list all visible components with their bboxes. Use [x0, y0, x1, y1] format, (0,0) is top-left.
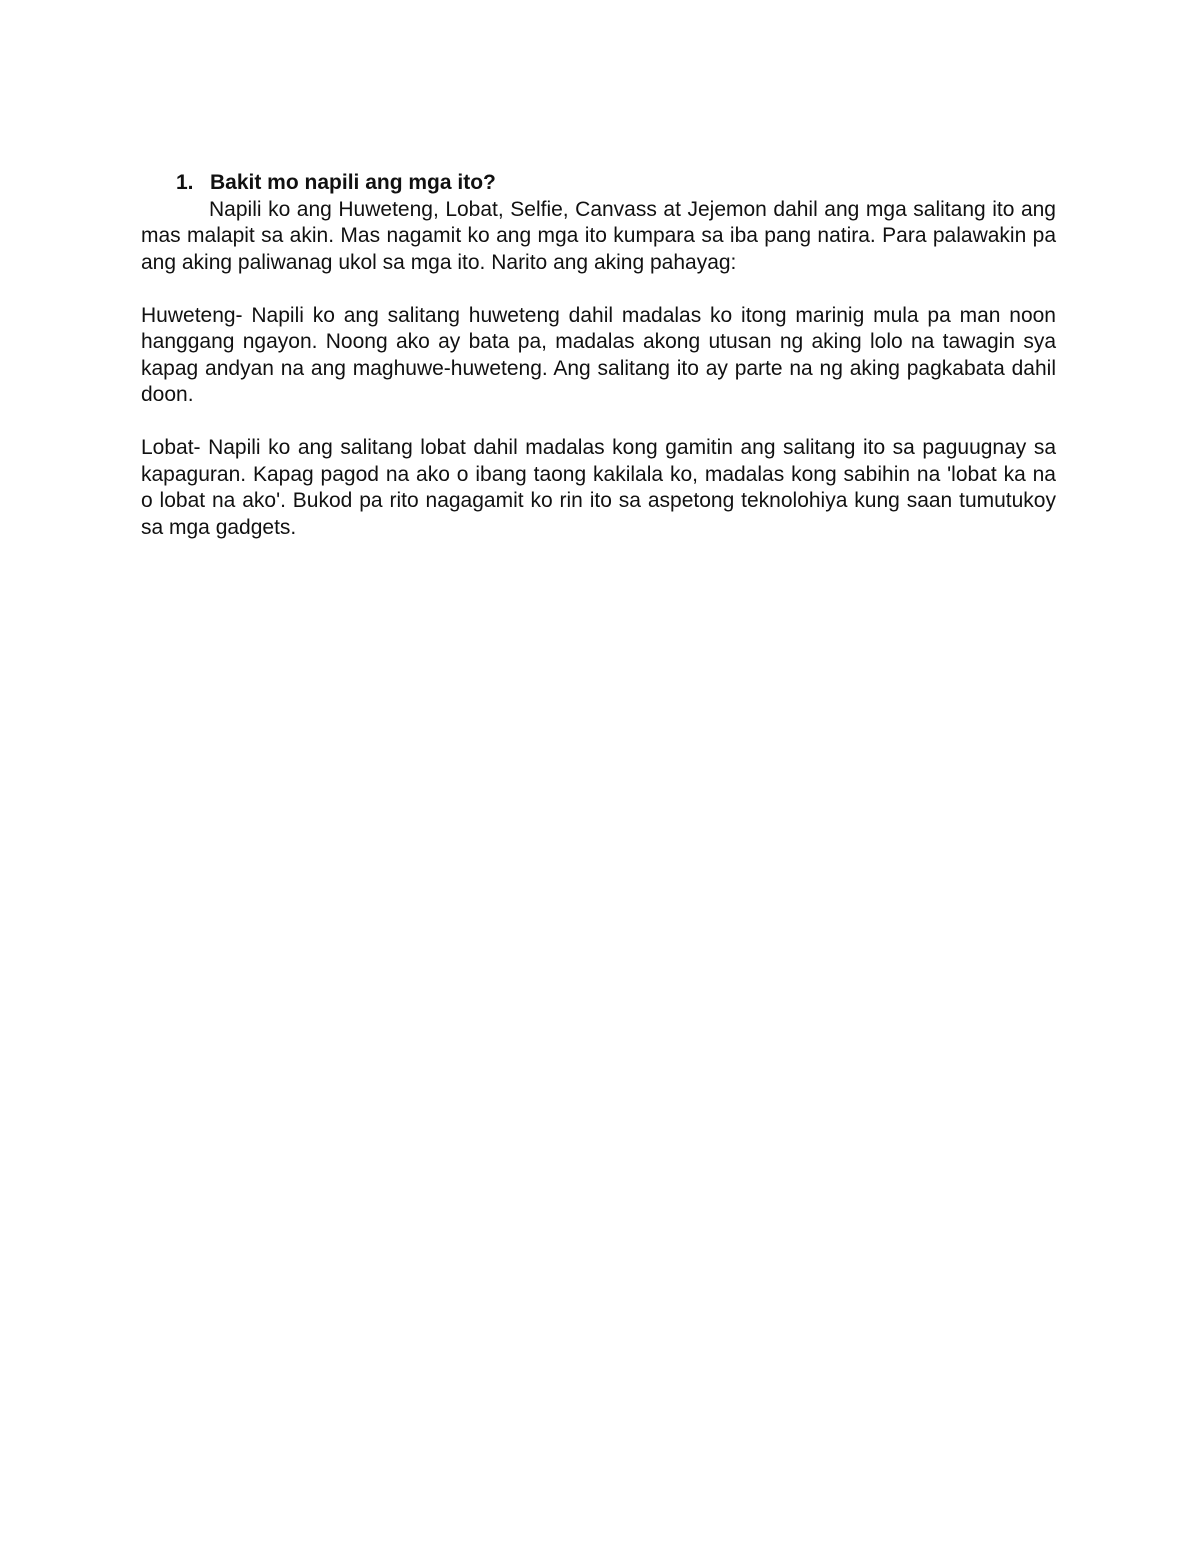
question-number: 1.	[176, 171, 194, 194]
lobat-paragraph: Lobat- Napili ko ang salitang lobat dahil madalas kong gamitin ang salitang ito sa paguugnay sa kapaguran. Kapag pagod na ako o ibang taong kakilala ko, madalas kong sabihin na 'lobat ka na o lobat na ako'. Bukod pa rito nagagamit ko rin ito sa aspetong teknolohiya kung saan tumutukoy sa mga gadgets.	[141, 436, 1056, 539]
question-heading	[141, 170, 1056, 197]
intro-paragraph: Napili ko ang Huweteng, Lobat, Selfie, Canvass at Jejemon dahil ang mga salitang ito ang mas malapit sa akin. Mas nagamit ko ang mga ito kumpara sa iba pang natira. Para palawakin pa ang aking paliwanag ukol sa mga ito. Narito ang aking pahayag:	[141, 197, 1056, 274]
document-body	[141, 170, 1056, 541]
huweteng-paragraph: Huweteng- Napili ko ang salitang huweteng dahil madalas ko itong marinig mula pa man noon hanggang ngayon. Noong ako ay bata pa, madalas akong utusan ng aking lolo na tawagin sya kapag andyan na ang maghuwe-huweteng. Ang salitang ito ay parte na ng aking pagkabata dahil doon.	[141, 303, 1056, 406]
question-text: Bakit mo napili ang mga ito?	[210, 171, 496, 194]
